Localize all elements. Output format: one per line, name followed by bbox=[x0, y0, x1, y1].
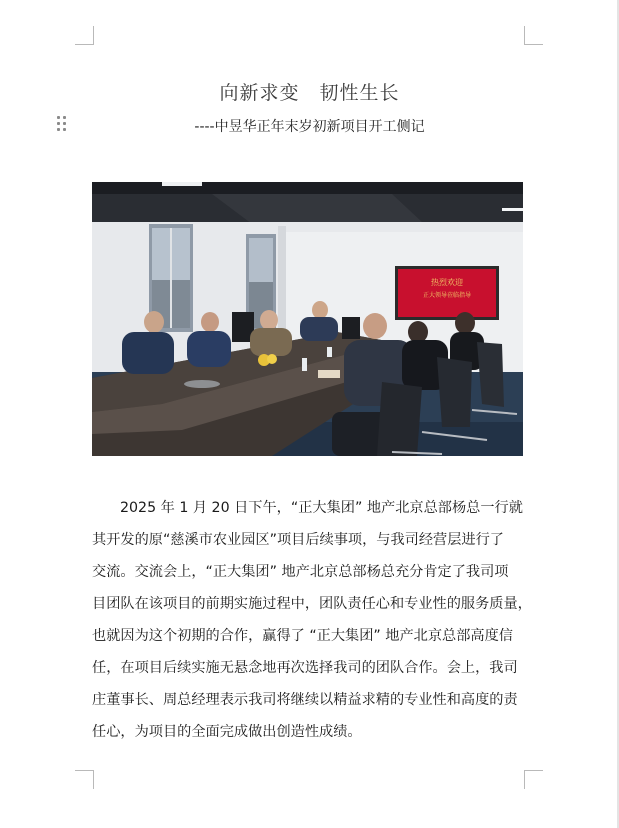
document-title: 向新求变 韧性生长 bbox=[219, 82, 400, 104]
body-line: 目团队在该项目的前期实施过程中，团队责任心和专业性的服务质量， bbox=[92, 596, 532, 612]
body-line: 其开发的原“慈溪市农业园区”项目后续事项，与我司经营层进行了 bbox=[92, 532, 504, 548]
body-line: 任心，为项目的全面完成做出创造性成绩。 bbox=[92, 724, 362, 740]
margin-mark-bottom-left bbox=[75, 770, 94, 789]
body-line: 任，在项目后续实施无悬念地再次选择我司的团队合作。会上，我司 bbox=[92, 660, 518, 676]
body-line: 交流。交流会上，“正大集团” 地产北京总部杨总充分肯定了我司项 bbox=[92, 564, 509, 580]
screen-text-guests: 正大领导莅临指导 bbox=[422, 292, 472, 299]
body-line: 2025 年 1 月 20 日下午，“正大集团” 地产北京总部杨总一行就 bbox=[120, 500, 523, 516]
margin-mark-top-right bbox=[524, 26, 543, 45]
margin-mark-bottom-right bbox=[524, 770, 543, 789]
screen-text-welcome: 热烈欢迎 bbox=[431, 278, 463, 287]
body-line: 庄董事长、周总经理表示我司将继续以精益求精的专业性和高度的责 bbox=[92, 692, 518, 708]
margin-mark-top-left bbox=[75, 26, 94, 45]
document-subtitle: ----中昱华正年末岁初新项目开工侧记 bbox=[194, 119, 425, 135]
meeting-photo bbox=[92, 182, 523, 456]
body-line: 也就因为这个初期的合作，赢得了 “正大集团” 地产北京总部高度信 bbox=[92, 628, 513, 644]
body-paragraph bbox=[92, 492, 532, 748]
